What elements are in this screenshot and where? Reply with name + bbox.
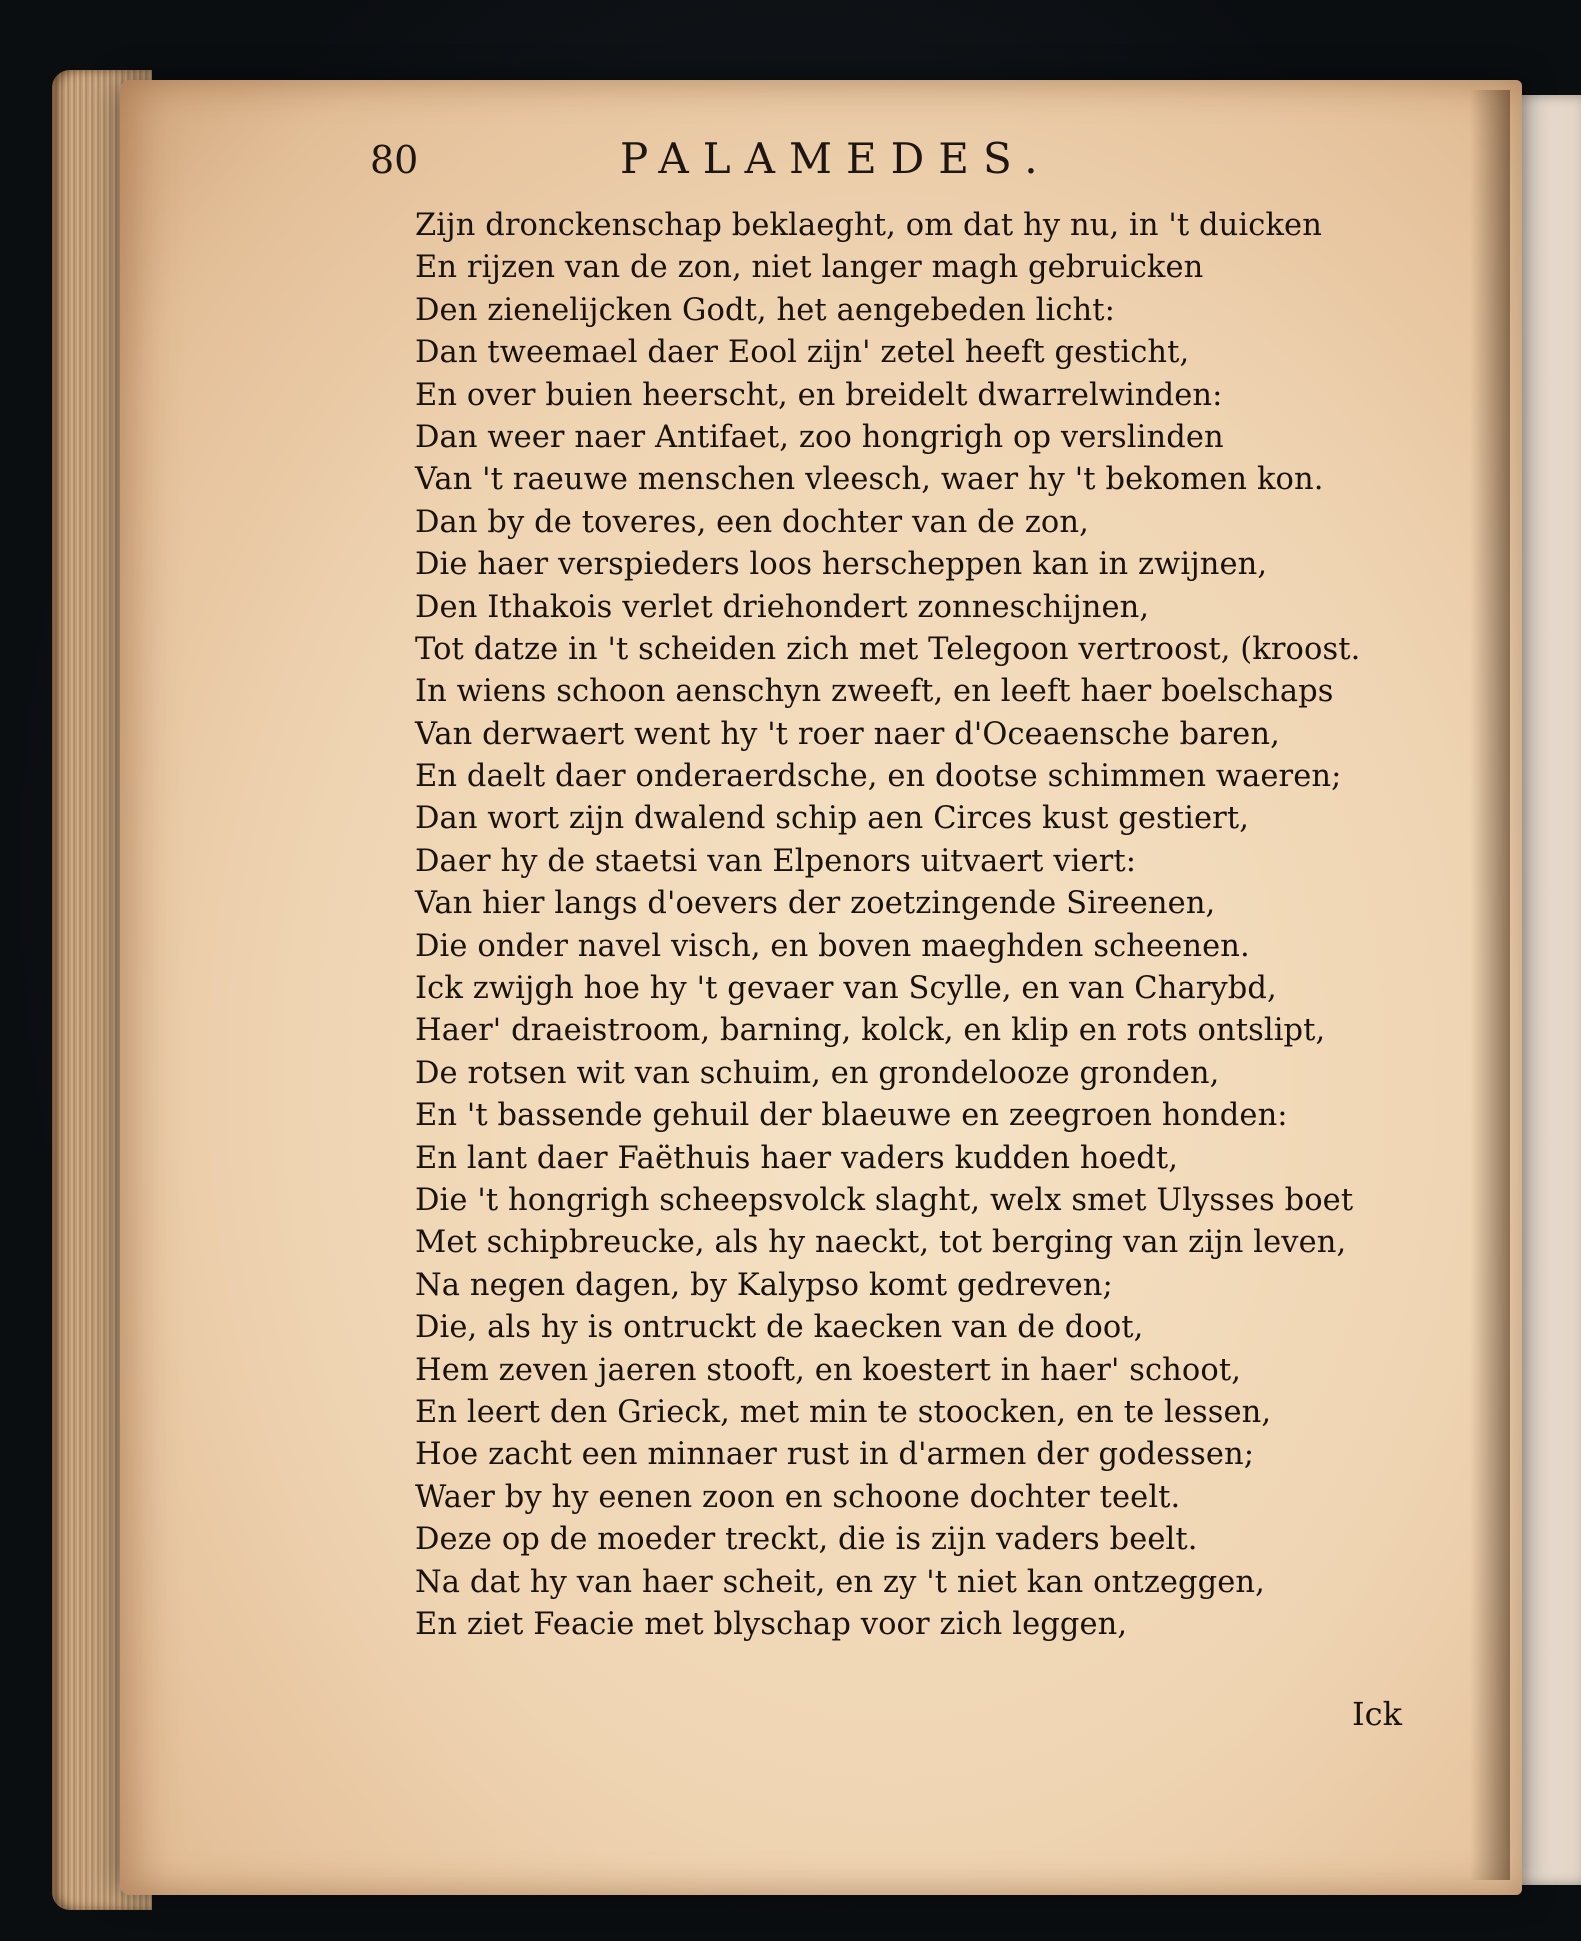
verse-line: De rotsen wit van schuim, en grondelooze gronden, (415, 1055, 1220, 1091)
verse-line: Waer by hy eenen zoon en schoone dochter teelt. (415, 1479, 1181, 1515)
verse-line: En leert den Grieck, met min te stoocken, en te lessen, (415, 1394, 1272, 1430)
verse-line: Die, als hy is ontruckt de kaecken van de doot, (415, 1310, 1144, 1346)
verse-line: Daer hy de staetsi van Elpenors uitvaert viert: (415, 843, 1137, 879)
verse-line: Tot datze in 't scheiden zich met Telegoon vertroost, (kroost. (415, 631, 1361, 667)
verse-line: Van 't raeuwe menschen vleesch, waer hy 't bekomen kon. (415, 462, 1324, 498)
verse-line: Den zienelijcken Godt, het aengebeden licht: (415, 292, 1115, 328)
verse-line: Van derwaert went hy 't roer naer d'Oceaensche baren, (415, 716, 1280, 752)
page-header (370, 130, 1460, 190)
verse-line: Ick zwijgh hoe hy 't gevaer van Scylle, en van Charybd, (415, 971, 1277, 1007)
verse-line: Die onder navel visch, en boven maeghden scheenen. (415, 928, 1250, 964)
verse-line: Van hier langs d'oevers der zoetzingende Sireenen, (415, 886, 1216, 922)
verse-line: En ziet Feacie met blyschap voor zich leggen, (415, 1606, 1128, 1642)
page-number: 80 (370, 138, 419, 182)
running-title: PALAMEDES. (620, 134, 1052, 183)
verse-line: Hem zeven jaeren stooft, en koestert in haer' schoot, (415, 1352, 1241, 1388)
verse-line: Dan by de toveres, een dochter van de zon, (415, 504, 1089, 540)
verse-line: Dan tweemael daer Eool zijn' zetel heeft gesticht, (415, 335, 1190, 371)
verse-line: Die 't hongrigh scheepsvolck slaght, welx smet Ulysses boet (415, 1182, 1354, 1218)
verse-line: Na negen dagen, by Kalypso komt gedreven; (415, 1267, 1113, 1303)
verse-line: Die haer verspieders loos herscheppen kan in zwijnen, (415, 547, 1268, 583)
verse-line: Met schipbreucke, als hy naeckt, tot berging van zijn leven, (415, 1225, 1347, 1261)
verse-line: Dan wort zijn dwalend schip aen Circes kust gestiert, (415, 801, 1249, 837)
verse-block (415, 205, 1475, 1705)
verse-line: En over buien heerscht, en breidelt dwarrelwinden: (415, 377, 1223, 413)
verse-line: Zijn dronckenschap beklaeght, om dat hy nu, in 't duicken (415, 208, 1322, 243)
gutter-shadow (1470, 90, 1510, 1880)
verse-line: Na dat hy van haer scheit, en zy 't niet kan ontzeggen, (415, 1564, 1265, 1600)
verse-line: Den Ithakois verlet driehondert zonneschijnen, (415, 589, 1150, 625)
verse-line: En rijzen van de zon, niet langer magh gebruicken (415, 250, 1204, 286)
verse-line: En daelt daer onderaerdsche, en dootse schimmen waeren; (415, 759, 1342, 795)
verse-line: Haer' draeistroom, barning, kolck, en klip en rots ontslipt, (415, 1013, 1326, 1049)
verse-line: En lant daer Faëthuis haer vaders kudden hoedt, (415, 1140, 1178, 1176)
catchword: Ick (1352, 1695, 1402, 1733)
verse-line: Deze op de moeder treckt, die is zijn vaders beelt. (415, 1522, 1198, 1558)
verse-line: En 't bassende gehuil der blaeuwe en zeegroen honden: (415, 1098, 1288, 1134)
verse-line: Dan weer naer Antifaet, zoo hongrigh op verslinden (415, 419, 1224, 455)
verse-line: In wiens schoon aenschyn zweeft, en leeft haer boelschaps (415, 674, 1334, 710)
verse-line: Hoe zacht een minnaer rust in d'armen der godessen; (415, 1437, 1255, 1473)
